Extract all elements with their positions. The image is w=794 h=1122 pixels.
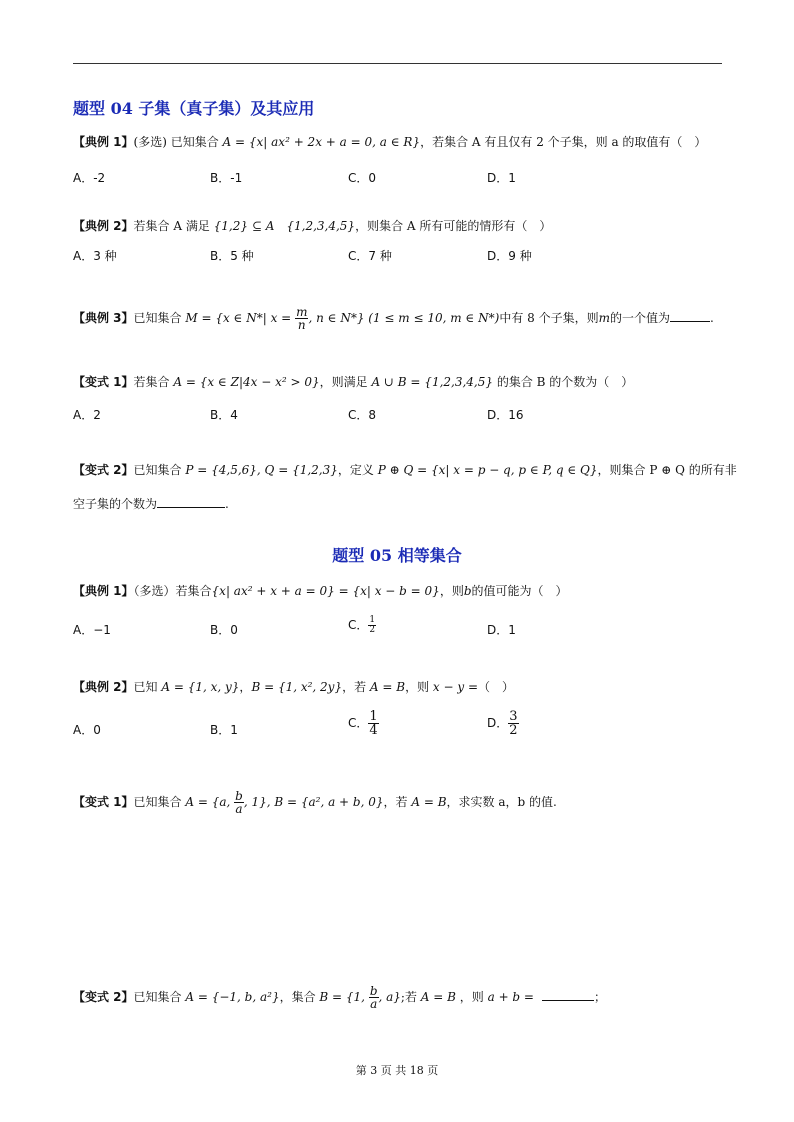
option-a: A．−1 bbox=[73, 623, 111, 637]
option-a: A．0 bbox=[73, 723, 101, 737]
question-lead: 若集合 bbox=[133, 375, 174, 389]
fraction-numerator: b bbox=[235, 789, 243, 803]
page-footer: 第 3 页 共 18 页 bbox=[355, 1064, 439, 1077]
fraction-denominator: 4 bbox=[369, 723, 378, 738]
question-tail: ，求实数 a，b 的值. bbox=[446, 795, 557, 809]
math-expression: P = {4,5,6}, Q = {1,2,3} bbox=[185, 463, 338, 477]
question-mid: ，则 bbox=[405, 680, 433, 694]
question-tag: 【典例 3】 bbox=[73, 311, 134, 325]
question-eq-var1 bbox=[73, 790, 557, 815]
math-expression: A = B bbox=[411, 795, 447, 809]
question-lead: 已知 bbox=[133, 680, 162, 694]
answer-blank bbox=[670, 309, 710, 322]
math-expression: A = B bbox=[420, 990, 456, 1004]
math-expression: , a} bbox=[378, 990, 401, 1004]
math-expression: A = B bbox=[369, 680, 406, 694]
fraction-denominator: a bbox=[235, 802, 243, 816]
question-lead: （多选）若集合 bbox=[133, 584, 212, 598]
question-line2: 空子集的个数为 bbox=[73, 497, 158, 511]
option-c: C．0 bbox=[348, 171, 377, 185]
question-tag: 【变式 2】 bbox=[73, 990, 134, 1004]
question-lead: 已知集合 bbox=[133, 795, 186, 809]
section-title-05: 题型 05 相等集合 bbox=[332, 546, 462, 565]
fraction bbox=[234, 790, 244, 815]
fraction-denominator: 2 bbox=[369, 625, 376, 635]
question-lead: 若集合 A 满足 bbox=[133, 219, 214, 233]
question-tag: 【典例 2】 bbox=[73, 219, 134, 233]
option-a: A．3 种 bbox=[73, 249, 117, 263]
math-expression: A = {x| ax² + 2x + a = 0, a ∈ R} bbox=[222, 135, 421, 149]
question-tag: 【典例 2】 bbox=[73, 680, 134, 694]
fraction-numerator: b bbox=[369, 984, 378, 998]
question-var2 bbox=[73, 462, 737, 478]
option-d: D．1 bbox=[487, 623, 516, 637]
math-expression: , n ∈ N*} (1 ≤ m ≤ 10, m ∈ N*) bbox=[308, 311, 500, 325]
question-end: . bbox=[225, 497, 229, 511]
fraction-denominator: a bbox=[370, 997, 378, 1011]
question-lead: (多选) 已知集合 bbox=[133, 135, 223, 149]
question-tail: （ ） bbox=[478, 680, 515, 694]
math-expression: A = {−1, b, a²} bbox=[185, 990, 280, 1004]
option-c: C．7 种 bbox=[348, 249, 392, 263]
option-b: B．0 bbox=[210, 623, 238, 637]
question-tail: 的值可能为（ ） bbox=[471, 584, 568, 598]
question-tag: 【典例 1】 bbox=[73, 135, 134, 149]
option-b: B．-1 bbox=[210, 171, 243, 185]
math-expression: a + b = bbox=[487, 990, 534, 1004]
question-mid: ，若 bbox=[383, 795, 412, 809]
math-expression: A = {x ∈ Z|4x − x² > 0} bbox=[173, 375, 320, 389]
question-mid: ，则满足 bbox=[319, 375, 372, 389]
option-a: A．2 bbox=[73, 408, 101, 422]
math-expression: B = {1, x², 2y} bbox=[251, 680, 343, 694]
question-mid: ，定义 bbox=[337, 463, 378, 477]
fraction bbox=[368, 616, 376, 635]
question-tag: 【变式 1】 bbox=[73, 375, 134, 389]
question-mid: ，则 bbox=[455, 990, 488, 1004]
fraction-denominator: n bbox=[297, 318, 306, 332]
math-expression: , 1}, B = {a², a + b, 0} bbox=[243, 795, 384, 809]
math-variable: m bbox=[598, 311, 610, 325]
fraction bbox=[295, 306, 308, 331]
math-expression: A = {a, bbox=[185, 795, 235, 809]
math-expression: P ⊕ Q = {x| x = p − q, p ∈ P, q ∈ Q} bbox=[377, 463, 598, 477]
option-label: C． bbox=[348, 618, 369, 632]
option-b: B．5 种 bbox=[210, 249, 254, 263]
header-rule bbox=[73, 63, 722, 64]
question-tail: 的一个值为 bbox=[609, 311, 670, 325]
question-eq-ex2 bbox=[73, 679, 514, 695]
option-d: D．16 bbox=[487, 408, 524, 422]
fraction-denominator: 2 bbox=[509, 723, 518, 738]
question-end: . bbox=[709, 311, 714, 325]
question-var1 bbox=[73, 374, 633, 390]
question-eq-ex1 bbox=[73, 583, 568, 599]
question-tag: 【变式 2】 bbox=[73, 463, 134, 477]
question-tail: 的集合 B 的个数为（ ） bbox=[493, 375, 634, 389]
math-expression: M = {x ∈ N*| x = bbox=[185, 311, 296, 325]
option-label: C． bbox=[348, 716, 369, 730]
fraction-numerator: 3 bbox=[509, 709, 518, 724]
option-b: B．4 bbox=[210, 408, 238, 422]
question-ex3 bbox=[73, 306, 714, 331]
question-mid: ，集合 bbox=[279, 990, 320, 1004]
fraction bbox=[369, 985, 379, 1010]
question-tail: ，则集合 P ⊕ Q 的所有非 bbox=[597, 463, 737, 477]
fraction-numerator: 1 bbox=[369, 709, 378, 724]
question-lead: 已知集合 bbox=[133, 990, 186, 1004]
fraction bbox=[368, 710, 378, 737]
question-mid: ， bbox=[239, 680, 252, 694]
answer-blank bbox=[157, 495, 225, 508]
answer-blank bbox=[542, 988, 594, 1001]
math-variable: b bbox=[463, 584, 472, 598]
fraction-numerator: m bbox=[296, 305, 308, 319]
math-expression: {1,2} ⊆ A {1,2,3,4,5} bbox=[213, 219, 356, 233]
question-tail: 中有 8 个子集，则 bbox=[499, 311, 599, 325]
question-mid: ;若 bbox=[400, 990, 421, 1004]
question-var2-line2 bbox=[73, 495, 229, 512]
question-ex1 bbox=[73, 134, 706, 150]
question-tail: ，则集合 A 所有可能的情形有（ ） bbox=[355, 219, 552, 233]
option-d bbox=[487, 710, 519, 737]
question-mid: ，若 bbox=[342, 680, 370, 694]
question-tail: ，则 bbox=[439, 584, 464, 598]
math-expression: A = {1, x, y} bbox=[161, 680, 240, 694]
option-b: B．1 bbox=[210, 723, 238, 737]
math-expression: B = {1, bbox=[319, 990, 369, 1004]
question-ex2 bbox=[73, 218, 551, 234]
fraction bbox=[508, 710, 518, 737]
question-tag: 【变式 1】 bbox=[73, 795, 134, 809]
option-a: A．-2 bbox=[73, 171, 106, 185]
fraction-numerator: 1 bbox=[369, 615, 376, 625]
question-end: ； bbox=[593, 990, 606, 1004]
option-c: C．8 bbox=[348, 408, 377, 422]
question-eq-var2 bbox=[73, 985, 606, 1010]
question-lead: 已知集合 bbox=[133, 311, 186, 325]
option-label: D． bbox=[487, 716, 509, 730]
section-title-04: 题型 04 子集（真子集）及其应用 bbox=[73, 99, 315, 118]
option-d: D．1 bbox=[487, 171, 516, 185]
math-expression: x − y = bbox=[432, 680, 479, 694]
option-c bbox=[348, 616, 376, 635]
question-lead: 已知集合 bbox=[133, 463, 186, 477]
option-d: D．9 种 bbox=[487, 249, 532, 263]
math-expression: A ∪ B = {1,2,3,4,5} bbox=[371, 375, 494, 389]
math-expression: {x| ax² + x + a = 0} = {x| x − b = 0} bbox=[211, 584, 440, 598]
question-tail: ，若集合 A 有且仅有 2 个子集，则 a 的取值有（ ） bbox=[420, 135, 707, 149]
option-c bbox=[348, 710, 379, 737]
question-tag: 【典例 1】 bbox=[73, 584, 134, 598]
